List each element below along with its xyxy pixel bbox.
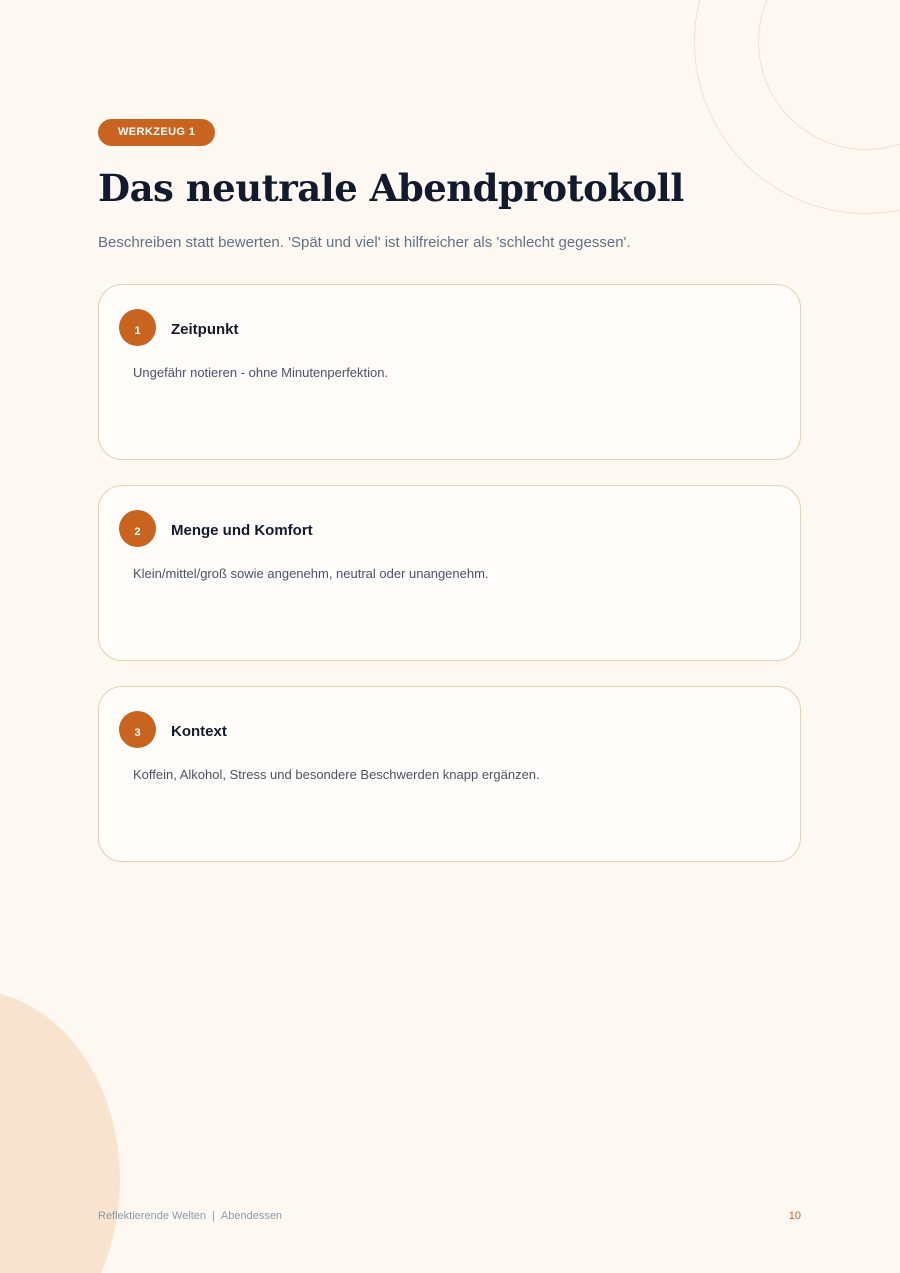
- step-number-badge: 1: [119, 309, 156, 346]
- step-description: Koffein, Alkohol, Stress und besondere Beschwerden knapp ergänzen.: [133, 767, 540, 782]
- footer-series: Reflektierende Welten: [98, 1210, 207, 1222]
- step-title: Menge und Komfort: [171, 522, 313, 539]
- page-subtitle: Beschreiben statt bewerten. 'Spät und viel' ist hilfreicher als 'schlecht gegessen'.: [98, 234, 631, 251]
- footer-breadcrumb: [98, 1209, 282, 1223]
- step-title: Zeitpunkt: [171, 321, 239, 338]
- page-title: Das neutrale Abendprotokoll: [98, 166, 684, 210]
- tool-badge: WERKZEUG 1: [98, 119, 215, 146]
- step-description: Ungefähr notieren - ohne Minutenperfektion.: [133, 365, 389, 380]
- step-number-badge: 2: [119, 510, 156, 547]
- step-title: Kontext: [171, 723, 227, 740]
- decorative-blob: [0, 990, 120, 1273]
- step-card-zeitpunkt: [98, 284, 801, 460]
- step-description: Klein/mittel/groß sowie angenehm, neutral oder unangenehm.: [133, 566, 489, 581]
- step-card-kontext: [98, 686, 801, 862]
- page-number: 10: [788, 1210, 801, 1222]
- step-card-menge-und-komfort: [98, 485, 801, 661]
- step-number-badge: 3: [119, 711, 156, 748]
- footer-section: Abendessen: [220, 1210, 283, 1222]
- footer-separator: |: [212, 1210, 215, 1222]
